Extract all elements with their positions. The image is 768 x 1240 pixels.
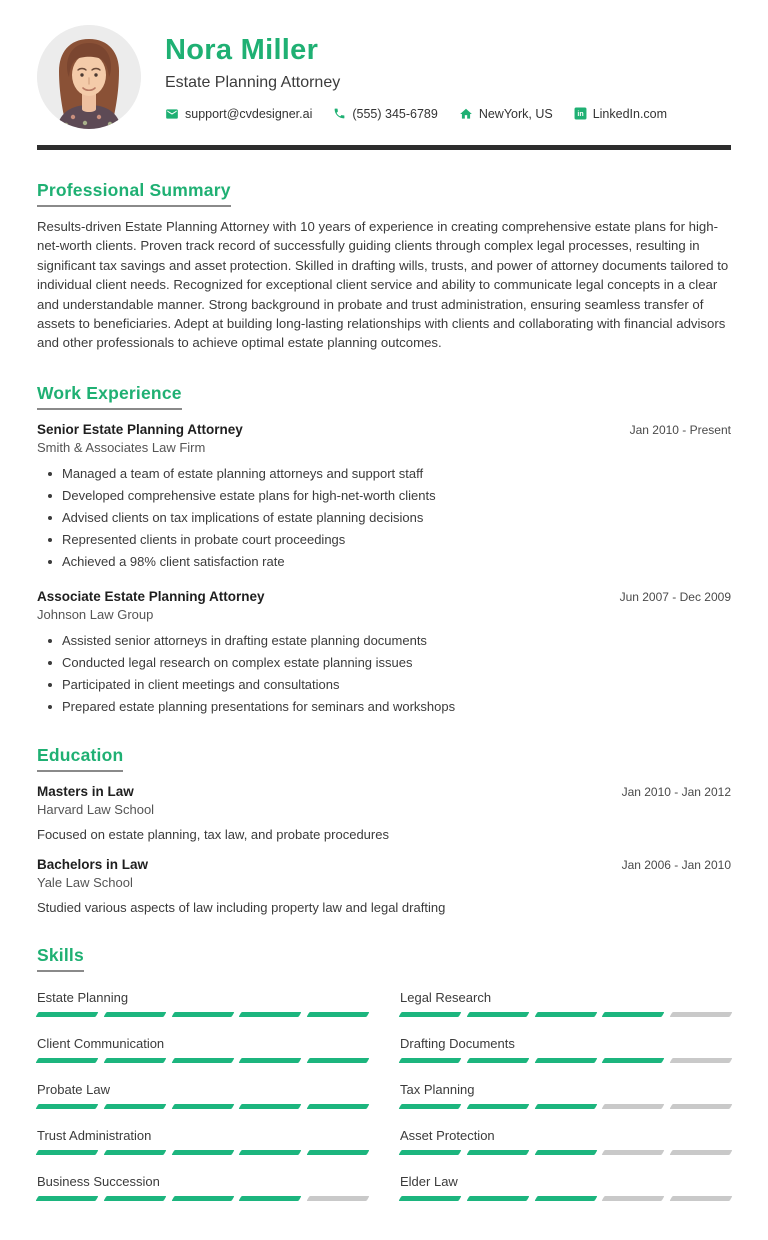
job-company: Johnson Law Group: [37, 606, 154, 622]
skill-bar-segment: [103, 1104, 166, 1109]
skill-name: Probate Law: [37, 1082, 110, 1098]
job-bullet-list: [37, 465, 731, 571]
skill-name: Estate Planning: [37, 990, 129, 1006]
skill-level-bar: [37, 1012, 368, 1017]
section-heading-skills: Skills: [37, 945, 84, 972]
skill-bar-segment: [171, 1196, 234, 1201]
education-entry: [37, 857, 731, 915]
skill-bar-segment: [103, 1012, 166, 1017]
skill-bar-segment: [399, 1104, 462, 1109]
skill-bar-segment: [103, 1196, 166, 1201]
skill-bar-segment: [239, 1012, 302, 1017]
skill-item: [37, 1164, 368, 1210]
skill-level-bar: [37, 1150, 368, 1155]
education-dates: Jan 2010 - Jan 2012: [621, 785, 731, 800]
skill-bar-segment: [399, 1012, 462, 1017]
avatar-photo-illustration: [37, 25, 141, 129]
skills-grid: [37, 980, 731, 1210]
job-entry-head: [37, 589, 731, 604]
job-dates: Jun 2007 - Dec 2009: [619, 589, 731, 604]
skill-bar-segment: [399, 1058, 462, 1063]
job-bullet: Assisted senior attorneys in drafting estate planning documents: [37, 632, 731, 650]
skill-level-bar: [37, 1196, 368, 1201]
skill-bar-segment: [670, 1104, 733, 1109]
job-title-text: Associate Estate Planning Attorney: [37, 588, 265, 604]
skill-bar-segment: [466, 1196, 529, 1201]
education-entry-head: [37, 784, 731, 799]
skill-bar-segment: [466, 1012, 529, 1017]
job-bullet: Conducted legal research on complex estate planning issues: [37, 654, 731, 672]
skill-level-bar: [400, 1196, 731, 1201]
skill-bar-segment: [602, 1104, 665, 1109]
skill-bar-segment: [466, 1150, 529, 1155]
phone-icon: [333, 107, 346, 120]
skill-bar-segment: [103, 1058, 166, 1063]
contact-email: [165, 107, 312, 121]
skill-bar-segment: [602, 1058, 665, 1063]
job-dates: Jan 2010 - Present: [629, 422, 731, 437]
skill-item: [400, 1072, 731, 1118]
skill-bar-segment: [399, 1150, 462, 1155]
section-professional-summary: [37, 180, 731, 353]
school-name: Yale Law School: [37, 875, 133, 891]
summary-text: Results-driven Estate Planning Attorney with 10 years of experience in creating comprehensive estate plans for high-net-worth clients. Proven track record of successfully guiding clients through complex legal processes, resulting in significant tax savings and asset protection. Skilled in drafting wills, trusts, and power of attorney documents tailored to individual client needs. Recognized for exceptional client service and ability to communicate legal concepts in a clear and understandable manner. Strong background in probate and trust administration, ensuring seamless transfer of assets to beneficiaries. Adept at building long-lasting relationships with clients and collaborating with financial advisors and other professionals to achieve optimal estate planning outcomes.: [37, 219, 729, 351]
skill-bar-segment: [670, 1058, 733, 1063]
job-company: Smith & Associates Law Firm: [37, 439, 206, 455]
contact-location-text: NewYork, US: [478, 106, 553, 121]
contact-email-text: support@cvdesigner.ai: [185, 106, 313, 121]
skill-level-bar: [37, 1058, 368, 1063]
skill-bar-segment: [670, 1196, 733, 1201]
skill-bar-segment: [307, 1196, 370, 1201]
skill-bar-segment: [534, 1104, 597, 1109]
job-entry: [37, 422, 731, 571]
skill-bar-segment: [466, 1104, 529, 1109]
skill-bar-segment: [602, 1150, 665, 1155]
header-divider: [37, 145, 731, 150]
skill-bar-segment: [670, 1150, 733, 1155]
school-name: Harvard Law School: [37, 802, 155, 818]
job-title-text: Senior Estate Planning Attorney: [37, 421, 243, 437]
header-text-block: [165, 33, 667, 121]
skill-name: Legal Research: [400, 990, 492, 1006]
skill-bar-segment: [171, 1058, 234, 1063]
skill-name: Asset Protection: [400, 1128, 495, 1144]
skill-level-bar: [400, 1058, 731, 1063]
skill-bar-segment: [103, 1150, 166, 1155]
skill-bar-segment: [307, 1150, 370, 1155]
skill-name: Business Succession: [37, 1174, 160, 1190]
skill-item: [37, 1072, 368, 1118]
skill-bar-segment: [171, 1104, 234, 1109]
contact-phone-text: (555) 345-6789: [352, 106, 438, 121]
skill-item: [400, 980, 731, 1026]
skill-bar-segment: [466, 1058, 529, 1063]
skill-level-bar: [37, 1104, 368, 1109]
skill-bar-segment: [36, 1150, 99, 1155]
education-entry: [37, 784, 731, 842]
person-name: Nora Miller: [165, 34, 319, 67]
job-bullet: Achieved a 98% client satisfaction rate: [37, 553, 731, 571]
skill-bar-segment: [307, 1104, 370, 1109]
email-icon: [165, 107, 179, 121]
skill-bar-segment: [534, 1012, 597, 1017]
job-bullet: Participated in client meetings and consultations: [37, 676, 731, 694]
section-heading-education: Education: [37, 745, 123, 772]
skill-bar-segment: [239, 1058, 302, 1063]
job-bullet: Managed a team of estate planning attorneys and support staff: [37, 465, 731, 483]
skill-item: [37, 1118, 368, 1164]
job-bullet-list: [37, 632, 731, 716]
contact-linkedin: [574, 107, 667, 121]
education-description: Studied various aspects of law including property law and legal drafting: [37, 900, 446, 916]
skill-bar-segment: [171, 1012, 234, 1017]
skill-bar-segment: [239, 1150, 302, 1155]
person-job-title: Estate Planning Attorney: [165, 73, 341, 91]
skill-bar-segment: [534, 1150, 597, 1155]
skill-bar-segment: [36, 1104, 99, 1109]
linkedin-icon: [574, 107, 587, 120]
skill-bar-segment: [36, 1012, 99, 1017]
section-heading-summary: Professional Summary: [37, 180, 231, 207]
skill-bar-segment: [239, 1196, 302, 1201]
degree-title: Masters in Law: [37, 784, 134, 800]
skill-bar-segment: [36, 1058, 99, 1063]
skill-bar-segment: [239, 1104, 302, 1109]
skill-level-bar: [400, 1012, 731, 1017]
job-bullet: Developed comprehensive estate plans for high-net-worth clients: [37, 487, 731, 505]
skill-bar-segment: [307, 1058, 370, 1063]
skill-bar-segment: [534, 1058, 597, 1063]
job-bullet: Represented clients in probate court proceedings: [37, 531, 731, 549]
svg-text:in: in: [577, 111, 584, 119]
job-entry: [37, 589, 731, 716]
skill-name: Tax Planning: [400, 1082, 475, 1098]
skill-item: [400, 1118, 731, 1164]
contact-row: [165, 107, 667, 121]
job-bullet: Prepared estate planning presentations for seminars and workshops: [37, 698, 731, 716]
skill-item: [400, 1164, 731, 1210]
resume-header: [37, 25, 731, 129]
skill-level-bar: [400, 1150, 731, 1155]
skill-bar-segment: [399, 1196, 462, 1201]
skill-item: [37, 1026, 368, 1072]
skill-name: Drafting Documents: [400, 1036, 515, 1052]
skill-bar-segment: [602, 1196, 665, 1201]
contact-location: [459, 107, 553, 121]
education-description: Focused on estate planning, tax law, and probate procedures: [37, 827, 389, 843]
skill-name: Trust Administration: [37, 1128, 152, 1144]
skill-level-bar: [400, 1104, 731, 1109]
skill-bar-segment: [602, 1012, 665, 1017]
skill-name: Elder Law: [400, 1174, 458, 1190]
skill-bar-segment: [171, 1150, 234, 1155]
degree-title: Bachelors in Law: [37, 857, 149, 873]
home-icon: [459, 107, 473, 121]
skill-item: [400, 1026, 731, 1072]
section-heading-experience: Work Experience: [37, 383, 182, 410]
contact-linkedin-text: LinkedIn.com: [592, 106, 668, 121]
job-entry-head: [37, 422, 731, 437]
job-bullet: Advised clients on tax implications of estate planning decisions: [37, 509, 731, 527]
skill-bar-segment: [307, 1012, 370, 1017]
skill-bar-segment: [36, 1196, 99, 1201]
avatar: [37, 25, 141, 129]
skill-bar-segment: [534, 1196, 597, 1201]
education-dates: Jan 2006 - Jan 2010: [621, 858, 731, 873]
contact-phone: [333, 107, 437, 121]
education-entry-head: [37, 857, 731, 872]
skill-name: Client Communication: [37, 1036, 165, 1052]
section-education: [37, 745, 731, 915]
skill-bar-segment: [670, 1012, 733, 1017]
section-work-experience: [37, 383, 731, 715]
skill-item: [37, 980, 368, 1026]
